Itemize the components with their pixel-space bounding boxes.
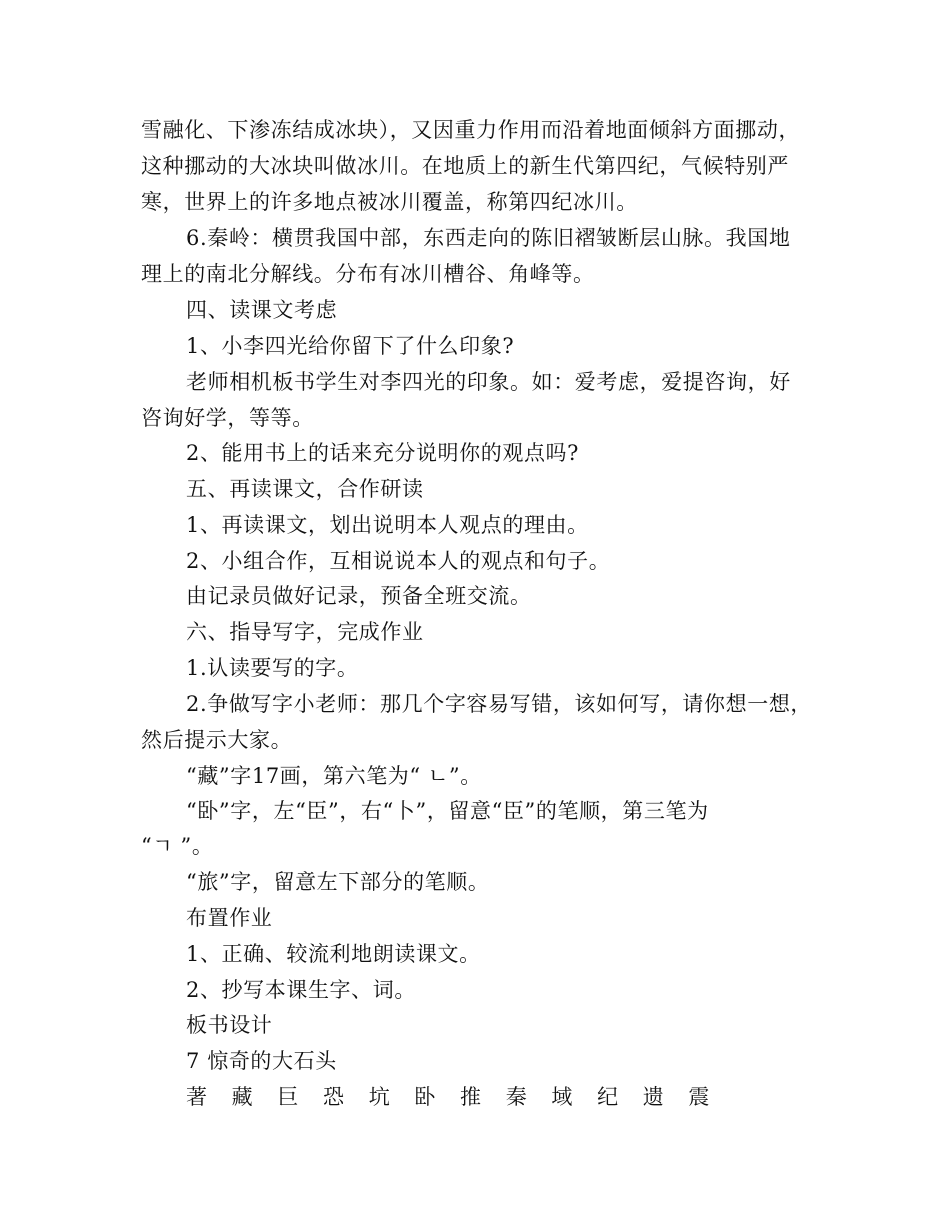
paragraph-line: 咨询好学，等等。 xyxy=(141,406,314,430)
list-item: 1、正确、较流利地朗读课文。 xyxy=(186,942,481,966)
section-heading: 六、指导写字，完成作业 xyxy=(186,620,424,644)
paragraph-line: 寒，世界上的许多地点被冰川覆盖，称第四纪冰川。 xyxy=(141,190,638,214)
list-item: 2、抄写本课生字、词。 xyxy=(186,978,416,1002)
section-heading: 板书设计 xyxy=(186,1013,273,1037)
paragraph-line: 6.秦岭：横贯我国中部，东西走向的陈旧褶皱断层山脉。我国地 xyxy=(186,226,791,250)
paragraph-line: “卧”字，左“臣”，右“卜”，留意“臣”的笔顺，第三笔为 xyxy=(186,799,709,823)
blackboard-title: 7 惊奇的大石头 xyxy=(186,1049,337,1073)
paragraph-line: “ㄱ ”。 xyxy=(141,834,214,858)
paragraph-line: 理上的南北分解线。分布有冰川槽谷、角峰等。 xyxy=(141,262,595,286)
paragraph-line: 然后提示大家。 xyxy=(141,728,293,752)
paragraph-line: 由记录员做好记录，预备全班交流。 xyxy=(186,584,532,608)
list-item: 2、小组合作，互相说说本人的观点和句子。 xyxy=(186,549,611,573)
paragraph-line: “藏”字17画，第六笔为“ ㄴ”。 xyxy=(186,764,482,788)
character-list: 著 藏 巨 恐 坑 卧 推 秦 域 纪 遗 震 xyxy=(186,1085,719,1109)
section-heading: 布置作业 xyxy=(186,906,273,930)
list-item: 1、再读课文，划出说明本人观点的理由。 xyxy=(186,513,589,537)
paragraph-line: 老师相机板书学生对李四光的印象。如：爱考虑，爱提咨询，好 xyxy=(186,370,791,394)
section-heading: 五、再读课文，合作研读 xyxy=(186,477,424,501)
paragraph-line: 这种挪动的大冰块叫做冰川。在地质上的新生代第四纪，气候特别严 xyxy=(141,154,789,178)
question-line: 2、能用书上的话来充分说明你的观点吗? xyxy=(186,441,580,465)
section-heading: 四、读课文考虑 xyxy=(186,298,338,322)
list-item: 2.争做写字小老师：那几个字容易写错，该如何写，请你想一想， xyxy=(186,692,813,716)
paragraph-line: 雪融化、下渗冻结成冰块），又因重力作用而沿着地面倾斜方面挪动， xyxy=(141,118,801,142)
paragraph-line: “旅”字，留意左下部分的笔顺。 xyxy=(186,870,490,894)
question-line: 1、小李四光给你留下了什么印象? xyxy=(186,334,515,358)
list-item: 1.认读要写的字。 xyxy=(186,656,359,680)
